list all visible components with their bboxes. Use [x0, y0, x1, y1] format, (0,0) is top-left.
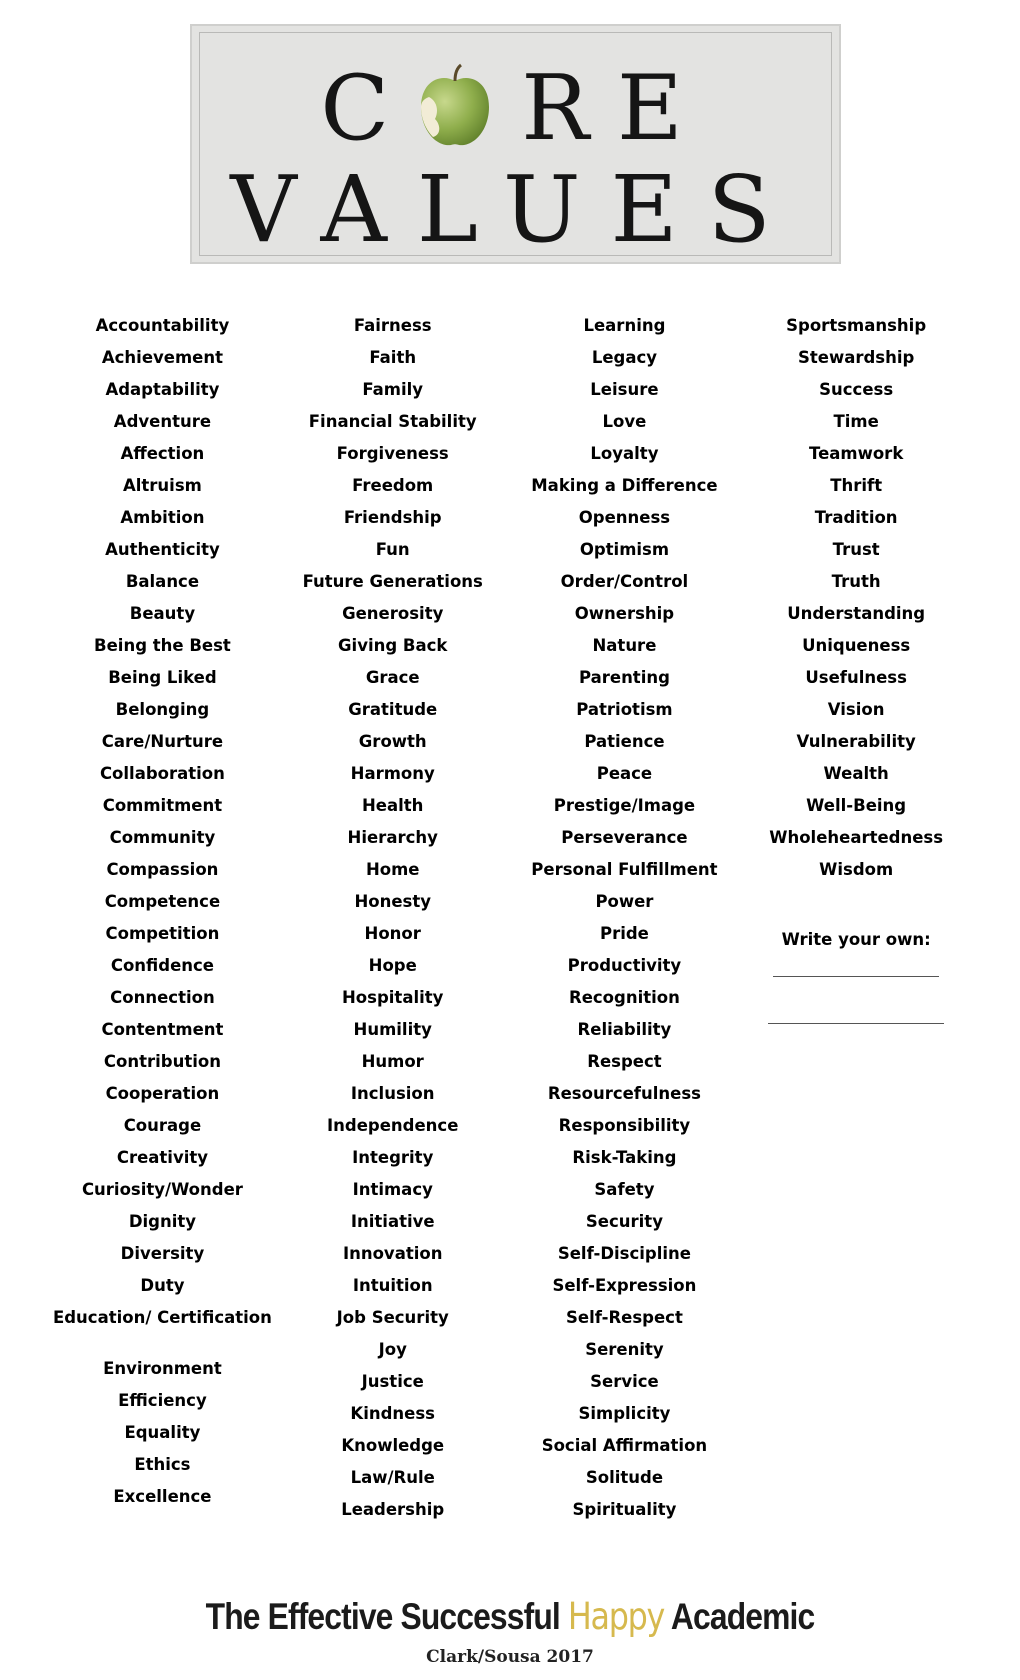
write-in-line-1[interactable]	[773, 976, 939, 977]
value-item: Competition	[105, 924, 220, 943]
value-item: Fairness	[353, 316, 432, 335]
value-item: Job Security	[336, 1308, 449, 1327]
banner-frame	[199, 32, 832, 263]
core-values-banner	[190, 24, 841, 264]
value-item: Responsibility	[558, 1116, 691, 1135]
value-item: Future Generations	[302, 572, 483, 591]
value-item: Well-Being	[806, 796, 907, 815]
value-item: Fun	[375, 540, 410, 559]
value-item: Being the Best	[94, 636, 231, 655]
value-item: Gratitude	[348, 700, 438, 719]
values-column-1	[48, 310, 277, 1526]
value-item: Hope	[368, 956, 417, 975]
value-item: Security	[585, 1212, 663, 1231]
value-item: Care/Nurture	[101, 732, 224, 751]
value-item: Self-Respect	[566, 1308, 683, 1327]
value-item: Thrift	[830, 476, 883, 495]
value-item: Hospitality	[342, 988, 444, 1007]
value-item: Duty	[140, 1276, 185, 1295]
value-item: Ownership	[574, 604, 675, 623]
value-item: Adventure	[113, 412, 212, 431]
value-item: Grace	[365, 668, 420, 687]
value-item: Integrity	[352, 1148, 434, 1167]
value-item: Giving Back	[338, 636, 448, 655]
value-item: Equality	[124, 1423, 201, 1442]
value-item: Compassion	[106, 860, 219, 879]
value-item: Intimacy	[352, 1180, 433, 1199]
value-item: Ambition	[120, 508, 205, 527]
value-item: Learning	[583, 316, 666, 335]
value-item: Faith	[369, 348, 417, 367]
value-item: Honor	[364, 924, 421, 943]
value-item: Understanding	[787, 604, 926, 623]
value-item: Wisdom	[819, 860, 894, 879]
value-item: Uniqueness	[802, 636, 911, 655]
value-item: Prestige/Image	[553, 796, 696, 815]
values-columns	[48, 310, 972, 1526]
value-item: Knowledge	[341, 1436, 445, 1455]
value-item: Education/ Certification	[52, 1308, 272, 1327]
value-item: Initiative	[350, 1212, 435, 1231]
value-item: Excellence	[113, 1487, 212, 1506]
value-item: Adaptability	[105, 380, 220, 399]
value-item: Love	[602, 412, 647, 431]
value-item: Personal Fulfillment	[531, 860, 718, 879]
value-item: Inclusion	[350, 1084, 435, 1103]
value-item: Usefulness	[805, 668, 907, 687]
value-item: Community	[109, 828, 216, 847]
value-item: Vision	[827, 700, 885, 719]
apple-icon	[419, 63, 491, 149]
value-item: Self-Discipline	[557, 1244, 691, 1263]
value-item: Affection	[120, 444, 205, 463]
value-item: Efficiency	[118, 1391, 207, 1410]
value-item: Authenticity	[105, 540, 220, 559]
value-item: Productivity	[567, 956, 682, 975]
value-item: Optimism	[579, 540, 670, 559]
values-list-4	[740, 310, 972, 886]
values-list-2	[277, 310, 509, 1526]
value-item: Legacy	[591, 348, 658, 367]
value-item: Truth	[831, 572, 881, 591]
value-item: Ethics	[134, 1455, 191, 1474]
value-item: Innovation	[342, 1244, 443, 1263]
value-item: Generosity	[342, 604, 444, 623]
value-item: Environment	[103, 1359, 222, 1378]
value-item: Nature	[592, 636, 657, 655]
value-item: Self-Expression	[552, 1276, 697, 1295]
value-item: Peace	[596, 764, 653, 783]
value-item: Recognition	[569, 988, 680, 1007]
value-item: Freedom	[352, 476, 434, 495]
value-item: Belonging	[115, 700, 210, 719]
value-item: Forgiveness	[336, 444, 449, 463]
value-item: Confidence	[110, 956, 214, 975]
title-letter-c: C	[320, 56, 418, 161]
value-item: Friendship	[343, 508, 442, 527]
value-item: Success	[819, 380, 894, 399]
value-item: Home	[365, 860, 420, 879]
value-item: Competence	[104, 892, 221, 911]
value-item: Accountability	[95, 316, 230, 335]
value-item: Tradition	[814, 508, 898, 527]
value-item: Making a Difference	[531, 476, 718, 495]
value-item: Resourcefulness	[547, 1084, 701, 1103]
value-item: Commitment	[102, 796, 223, 815]
value-item: Openness	[578, 508, 671, 527]
value-item: Patriotism	[576, 700, 673, 719]
value-item: Family	[362, 380, 424, 399]
value-item: Diversity	[120, 1244, 205, 1263]
value-item: Spirituality	[572, 1500, 677, 1519]
value-item: Loyalty	[590, 444, 659, 463]
values-list-1	[48, 310, 277, 1513]
value-item: Leisure	[590, 380, 659, 399]
value-item: Creativity	[116, 1148, 209, 1167]
value-item: Teamwork	[809, 444, 904, 463]
value-item: Harmony	[350, 764, 435, 783]
value-item: Reliability	[577, 1020, 672, 1039]
value-item: Order/Control	[560, 572, 689, 591]
value-item: Serenity	[585, 1340, 664, 1359]
value-item: Curiosity/Wonder	[81, 1180, 243, 1199]
value-item: Justice	[361, 1372, 424, 1391]
value-item: Patience	[584, 732, 665, 751]
value-item: Being Liked	[108, 668, 217, 687]
value-item: Achievement	[101, 348, 223, 367]
value-item: Wholeheartedness	[769, 828, 944, 847]
value-item: Honesty	[354, 892, 431, 911]
value-item: Solitude	[585, 1468, 664, 1487]
footer-title	[71, 1596, 948, 1638]
value-item: Vulnerability	[796, 732, 916, 751]
value-item: Joy	[378, 1340, 407, 1359]
value-item: Contentment	[101, 1020, 224, 1039]
title-values: VALUES	[230, 156, 801, 263]
title-core	[200, 56, 831, 161]
value-item: Altruism	[122, 476, 202, 495]
value-item: Courage	[123, 1116, 202, 1135]
value-item: Humor	[361, 1052, 424, 1071]
value-item: Connection	[110, 988, 215, 1007]
value-item: Perseverance	[561, 828, 688, 847]
value-item: Safety	[594, 1180, 655, 1199]
value-item: Independence	[327, 1116, 459, 1135]
value-item: Contribution	[103, 1052, 221, 1071]
value-item: Time	[833, 412, 879, 431]
value-item: Parenting	[578, 668, 670, 687]
values-column-3	[509, 310, 741, 1526]
value-item: Balance	[125, 572, 200, 591]
value-item: Leadership	[341, 1500, 445, 1519]
footer-title-happy: Happy	[567, 1595, 665, 1638]
value-item: Social Affirmation	[541, 1436, 708, 1455]
value-item: Growth	[358, 732, 427, 751]
value-item: Trust	[832, 540, 880, 559]
value-item: Sportsmanship	[786, 316, 927, 335]
value-item: Law/Rule	[350, 1468, 435, 1487]
title-letter-r: R	[521, 56, 617, 161]
values-column-4	[740, 310, 972, 1526]
value-item: Dignity	[128, 1212, 197, 1231]
values-column-2	[277, 310, 509, 1526]
value-item: Financial Stability	[308, 412, 477, 431]
values-list-3	[509, 310, 741, 1526]
value-item: Health	[362, 796, 424, 815]
value-item: Service	[590, 1372, 659, 1391]
value-item: Intuition	[352, 1276, 433, 1295]
value-item: Stewardship	[797, 348, 915, 367]
value-item: Collaboration	[99, 764, 225, 783]
write-in-line-2[interactable]	[768, 1023, 944, 1024]
value-item: Humility	[353, 1020, 432, 1039]
write-your-own-label: Write your own:	[781, 930, 931, 949]
value-item: Wealth	[823, 764, 889, 783]
footer-title-part1: The Effective Successful	[205, 1596, 568, 1637]
value-item: Pride	[599, 924, 649, 943]
value-item: Hierarchy	[347, 828, 438, 847]
value-item: Beauty	[129, 604, 196, 623]
footer-credit: Clark/Sousa 2017	[426, 1647, 594, 1667]
footer-title-part2: Academic	[664, 1596, 815, 1637]
value-item: Kindness	[350, 1404, 436, 1423]
value-item: Simplicity	[578, 1404, 671, 1423]
value-item: Cooperation	[105, 1084, 220, 1103]
value-item: Power	[595, 892, 654, 911]
value-item: Risk-Taking	[572, 1148, 677, 1167]
title-letter-e: E	[616, 56, 711, 161]
value-item: Respect	[587, 1052, 662, 1071]
